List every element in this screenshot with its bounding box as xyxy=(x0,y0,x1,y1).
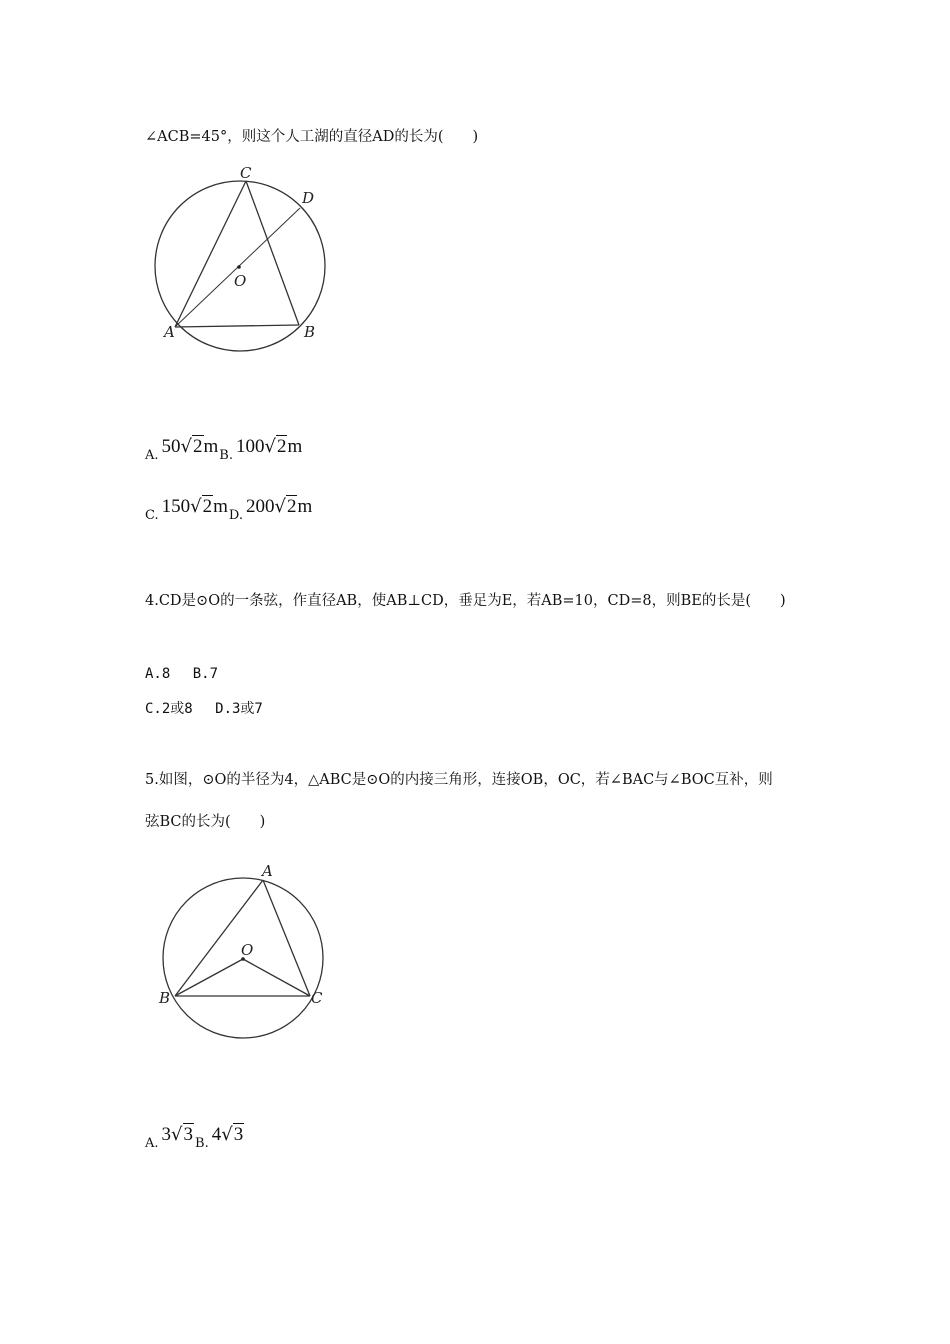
q5-radius-oc xyxy=(243,959,310,996)
q3-figure xyxy=(145,160,345,360)
q3-option-d-value: 200√2m xyxy=(245,496,313,517)
q3-label-c: C xyxy=(240,164,252,182)
q3-option-a-letter: A. xyxy=(145,448,159,463)
q5-label-o: O xyxy=(241,941,254,959)
q3-label-d: D xyxy=(302,189,315,207)
q5-label-c: C xyxy=(311,989,323,1007)
q3-options-row1 xyxy=(145,436,303,463)
sqrt-symbol: √3 xyxy=(171,1124,194,1145)
q5-chord-ba xyxy=(175,880,263,996)
sqrt-symbol: √3 xyxy=(221,1124,244,1145)
q3-label-a: A xyxy=(164,323,175,341)
q3-option-c-letter: C. xyxy=(145,508,159,523)
q3-chord-cb xyxy=(246,181,299,325)
q5-option-a-value: 3√3 xyxy=(161,1124,194,1145)
q5-label-b: B xyxy=(159,989,171,1007)
q3-chord-ab xyxy=(175,325,299,327)
q5-figure xyxy=(145,858,345,1048)
q3-option-b-letter: B. xyxy=(219,448,233,463)
q3-label-b: B xyxy=(304,323,316,341)
q5-option-b-value: 4√3 xyxy=(211,1124,244,1145)
q5-label-a: A xyxy=(262,862,273,880)
q5-radius-ob xyxy=(175,959,243,996)
q5-options-row1 xyxy=(145,1124,245,1151)
q5-chord-ac xyxy=(263,880,310,996)
q5-stem-line1: 5.如图，⊙O的半径为4，△ABC是⊙O的内接三角形，连接OB，OC，若∠BAC与∠BOC互补，则 xyxy=(145,772,773,788)
q3-options-row2 xyxy=(145,496,313,523)
sqrt-symbol: √2 xyxy=(190,496,213,517)
q3-option-c-value: 150√2m xyxy=(161,496,228,517)
q3-chord-ac xyxy=(175,181,246,327)
q3-option-b-value: 100√2m xyxy=(235,436,303,457)
sqrt-symbol: √2 xyxy=(264,436,287,457)
q3-label-o: O xyxy=(234,272,247,290)
q4-stem: 4.CD是⊙O的一条弦，作直径AB，使AB⊥CD，垂足为E，若AB=10，CD=8，则BE的长是( ) xyxy=(145,593,786,609)
q3-option-d-letter: D. xyxy=(228,508,243,523)
q5-option-b-letter: B. xyxy=(195,1136,209,1151)
q5-option-a-letter: A. xyxy=(145,1136,159,1151)
q3-option-a-value: 50√2m xyxy=(161,436,219,457)
q5-stem-line2: 弦BC的长为( ) xyxy=(145,814,266,830)
q3-stem: ∠ACB=45°，则这个人工湖的直径AD的长为( ) xyxy=(145,129,479,145)
q4-options-row1: A.8 B.7 xyxy=(145,666,219,682)
q4-options-row2: C.2或8 D.3或7 xyxy=(145,701,263,717)
q3-center-point xyxy=(237,265,241,269)
sqrt-symbol: √2 xyxy=(274,496,297,517)
sqrt-symbol: √2 xyxy=(180,436,203,457)
